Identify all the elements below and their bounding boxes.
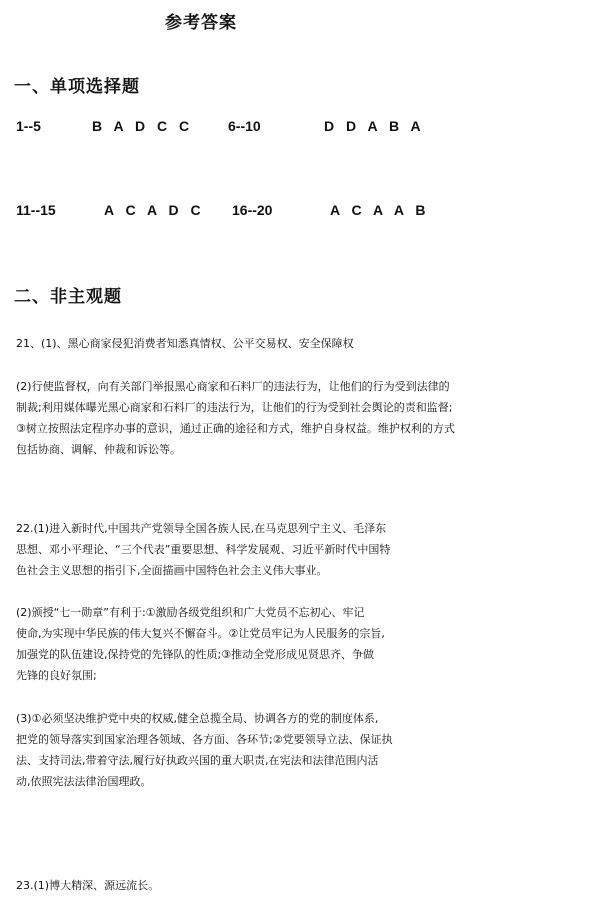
answer-line: 色社会主义思想的指引下,全面描画中国特色社会主义伟大事业。 [16,564,328,577]
answer-line: 22.(1)进入新时代,中国共产党领导全国各族人民,在马克思列宁主义、毛泽东 [16,522,387,535]
section-heading-subjective: 二、非主观题 [14,287,122,307]
answer-line: (2)行使监督权，向有关部门举报黑心商家和石料厂的违法行为，让他们的行为受到法律的 [16,380,450,393]
answer-paragraph [16,518,390,581]
answer-line: 使命,为实现中华民族的伟大复兴不懈奋斗。②让党员牢记为人民服务的宗旨, [16,627,385,640]
answer-values: B A D C C [92,118,194,134]
answer-line: 先锋的良好氛围; [16,669,97,682]
section-heading-choice: 一、单项选择题 [14,77,140,97]
answer-line: (2)颁授“七一勋章”有利于:①激励各级党组织和广大党员不忘初心、牢记 [16,606,365,619]
answer-line: (3)①必须坚决维护党中央的权威,健全总揽全局、协调各方的党的制度体系, [16,712,379,725]
answer-values: A C A A B [330,202,430,218]
answer-line: 包括协商、调解、仲裁和诉讼等。 [16,443,181,456]
answer-range: 1--5 [16,118,41,134]
answer-line: 23.(1)博大精深、源远流长。 [16,879,160,892]
answer-line: 21、(1)、黑心商家侵犯消费者知悉真情权、公平交易权、安全保障权 [16,337,354,350]
answer-line: 加强党的队伍建设,保持党的先锋队的性质;③推动全党形成见贤思齐、争做 [16,648,375,661]
answer-line: ③树立按照法定程序办事的意识，通过正确的途径和方式，维护自身权益。维护权利的方式 [16,422,455,435]
answer-paragraph [16,333,354,354]
answer-values: A C A D C [104,202,205,218]
answer-range: 6--10 [228,118,261,134]
answer-line: 制裁;利用媒体曝光黑心商家和石料厂的违法行为，让他们的行为受到社会舆论的责和监督; [16,401,453,414]
answer-values: D D A B A [324,118,425,134]
answer-line: 法、支持司法,带着守法,履行好执政兴国的重大职责,在宪法和法律范围内活 [16,754,379,767]
answer-line: 动,依照宪法法律治国理政。 [16,775,152,788]
answer-line: 把党的领导落实到国家治理各领域、各方面、各环节;②党要领导立法、保证执 [16,733,393,746]
answer-range: 16--20 [232,202,273,218]
answer-range: 11--15 [16,202,56,218]
answer-paragraph [16,376,455,460]
answer-paragraph [16,602,385,686]
answer-line: 思想、邓小平理论、“三个代表”重要思想、科学发展观、习近平新时代中国特 [16,543,391,556]
page-title: 参考答案 [165,13,237,33]
answer-paragraph [16,875,159,896]
answer-paragraph [16,708,393,792]
